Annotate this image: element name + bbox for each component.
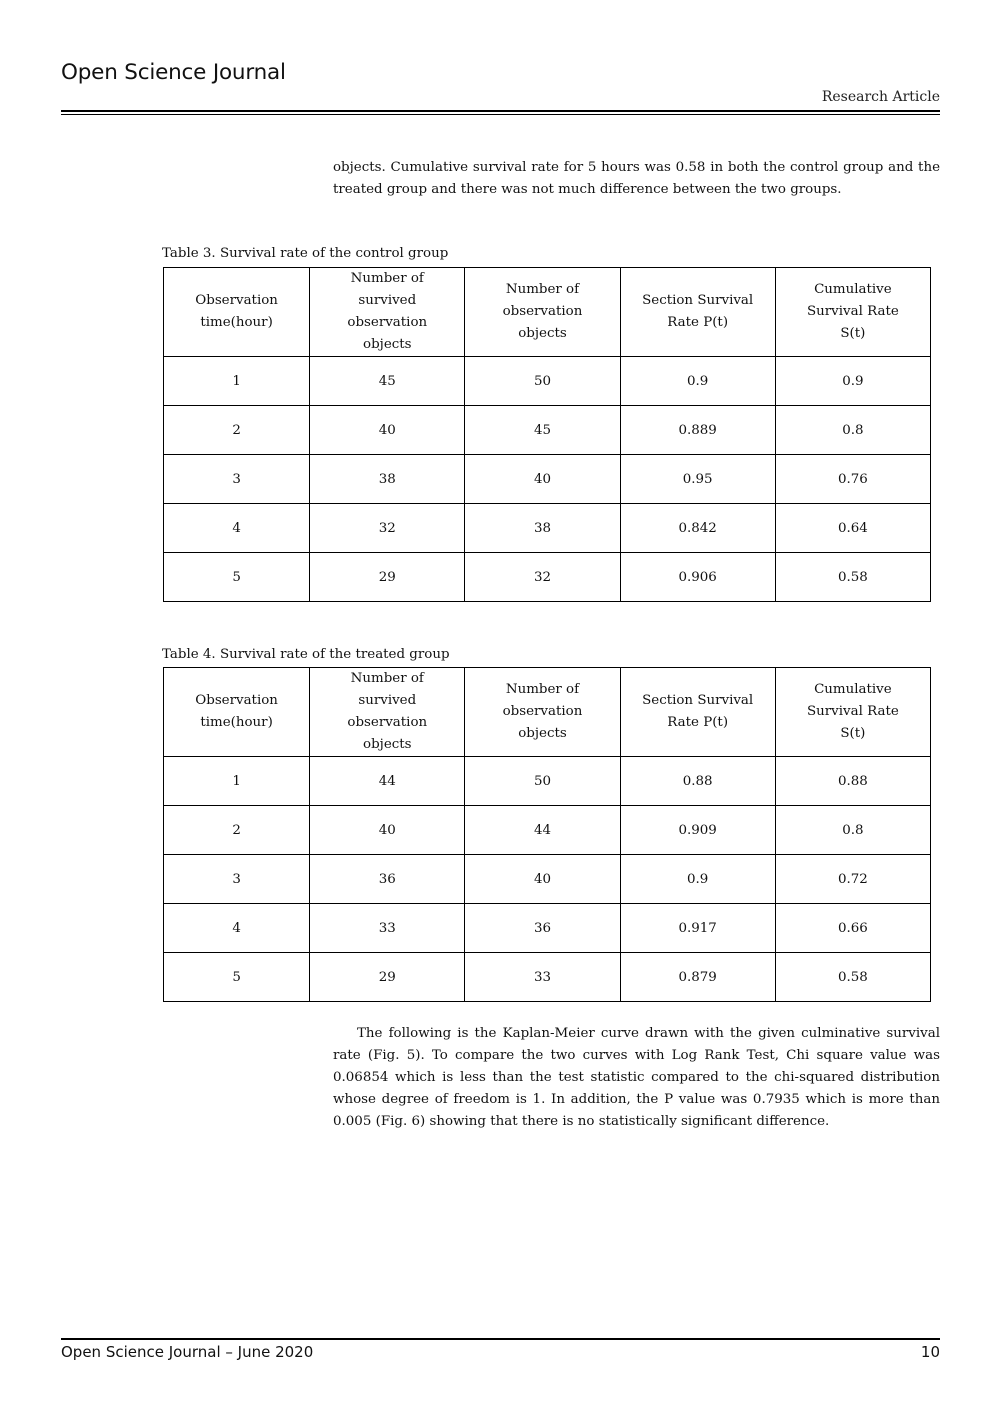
cell-section-rate: 0.909 <box>620 806 775 855</box>
header-cumulative-survival-rate: Cumulative Survival Rate S(t) <box>775 668 930 757</box>
article-type: Research Article <box>821 89 940 105</box>
cell-time: 5 <box>164 553 310 602</box>
page-number: 10 <box>920 1343 940 1361</box>
header-section-survival-rate: Section Survival Rate P(t) <box>620 268 775 357</box>
cell-survived: 32 <box>310 504 465 553</box>
cell-time: 2 <box>164 406 310 455</box>
header-observation-time: Observation time(hour) <box>164 668 310 757</box>
cell-cumulative-rate: 0.88 <box>775 757 930 806</box>
header-observation-time: Observation time(hour) <box>164 268 310 357</box>
table-row <box>164 504 931 553</box>
kaplan-meier-paragraph: The following is the Kaplan-Meier curve drawn with the given culminative survival rate (Fig. 5). To compare the two curves with Log Rank Test, Chi square value was 0.06854 which is less than the test statistic compared to the chi-squared distribution whose degree of freedom is 1. In addition, the P value was 0.7935 which is more than 0.005 (Fig. 6) showing that there is no statistically significant difference. <box>333 1026 940 1129</box>
table-row <box>164 406 931 455</box>
cell-observed: 32 <box>465 553 620 602</box>
cell-observed: 33 <box>465 953 620 1002</box>
cell-time: 3 <box>164 455 310 504</box>
table-3-control-group <box>163 267 931 602</box>
header-section-survival-rate: Section Survival Rate P(t) <box>620 668 775 757</box>
cell-time: 1 <box>164 757 310 806</box>
cell-cumulative-rate: 0.66 <box>775 904 930 953</box>
header-survived-objects: Number of survived observation objects <box>310 268 465 357</box>
footer-rule <box>61 1338 940 1340</box>
cell-section-rate: 0.906 <box>620 553 775 602</box>
cell-time: 3 <box>164 855 310 904</box>
table-row <box>164 806 931 855</box>
cell-cumulative-rate: 0.8 <box>775 806 930 855</box>
cell-time: 4 <box>164 504 310 553</box>
cell-section-rate: 0.917 <box>620 904 775 953</box>
cell-cumulative-rate: 0.64 <box>775 504 930 553</box>
table-row <box>164 757 931 806</box>
cell-time: 2 <box>164 806 310 855</box>
cell-cumulative-rate: 0.58 <box>775 953 930 1002</box>
cell-observed: 40 <box>465 855 620 904</box>
cell-survived: 29 <box>310 553 465 602</box>
table-4-treated-group <box>163 667 931 1002</box>
table-row <box>164 904 931 953</box>
table-row <box>164 357 931 406</box>
cell-time: 1 <box>164 357 310 406</box>
header-rule-thick <box>61 110 940 112</box>
table-header-row <box>164 668 931 757</box>
cell-observed: 40 <box>465 455 620 504</box>
cell-survived: 44 <box>310 757 465 806</box>
header-survived-objects: Number of survived observation objects <box>310 668 465 757</box>
cell-observed: 36 <box>465 904 620 953</box>
table-row <box>164 953 931 1002</box>
cell-observed: 50 <box>465 757 620 806</box>
header-observation-objects: Number of observation objects <box>465 268 620 357</box>
intro-paragraph: objects. Cumulative survival rate for 5 hours was 0.58 in both the control group and the treated group and there was not much difference between the two groups. <box>333 160 940 197</box>
header-rule-thin <box>61 114 940 115</box>
table-row <box>164 455 931 504</box>
table-row <box>164 553 931 602</box>
cell-survived: 40 <box>310 406 465 455</box>
journal-name: Open Science Journal <box>61 60 286 85</box>
cell-survived: 33 <box>310 904 465 953</box>
cell-survived: 36 <box>310 855 465 904</box>
table-header-row <box>164 268 931 357</box>
cell-section-rate: 0.842 <box>620 504 775 553</box>
cell-observed: 50 <box>465 357 620 406</box>
cell-cumulative-rate: 0.9 <box>775 357 930 406</box>
table-row <box>164 855 931 904</box>
cell-cumulative-rate: 0.76 <box>775 455 930 504</box>
cell-cumulative-rate: 0.8 <box>775 406 930 455</box>
cell-time: 4 <box>164 904 310 953</box>
cell-observed: 44 <box>465 806 620 855</box>
table-4-caption: Table 4. Survival rate of the treated group <box>162 647 450 662</box>
cell-survived: 29 <box>310 953 465 1002</box>
cell-survived: 40 <box>310 806 465 855</box>
cell-time: 5 <box>164 953 310 1002</box>
cell-survived: 38 <box>310 455 465 504</box>
cell-section-rate: 0.889 <box>620 406 775 455</box>
cell-cumulative-rate: 0.58 <box>775 553 930 602</box>
cell-section-rate: 0.88 <box>620 757 775 806</box>
cell-cumulative-rate: 0.72 <box>775 855 930 904</box>
footer-journal-date: Open Science Journal – June 2020 <box>61 1343 314 1361</box>
cell-section-rate: 0.9 <box>620 357 775 406</box>
header-observation-objects: Number of observation objects <box>465 668 620 757</box>
cell-section-rate: 0.95 <box>620 455 775 504</box>
header-cumulative-survival-rate: Cumulative Survival Rate S(t) <box>775 268 930 357</box>
cell-survived: 45 <box>310 357 465 406</box>
cell-section-rate: 0.9 <box>620 855 775 904</box>
cell-section-rate: 0.879 <box>620 953 775 1002</box>
cell-observed: 38 <box>465 504 620 553</box>
table-3-caption: Table 3. Survival rate of the control group <box>162 246 449 261</box>
cell-observed: 45 <box>465 406 620 455</box>
